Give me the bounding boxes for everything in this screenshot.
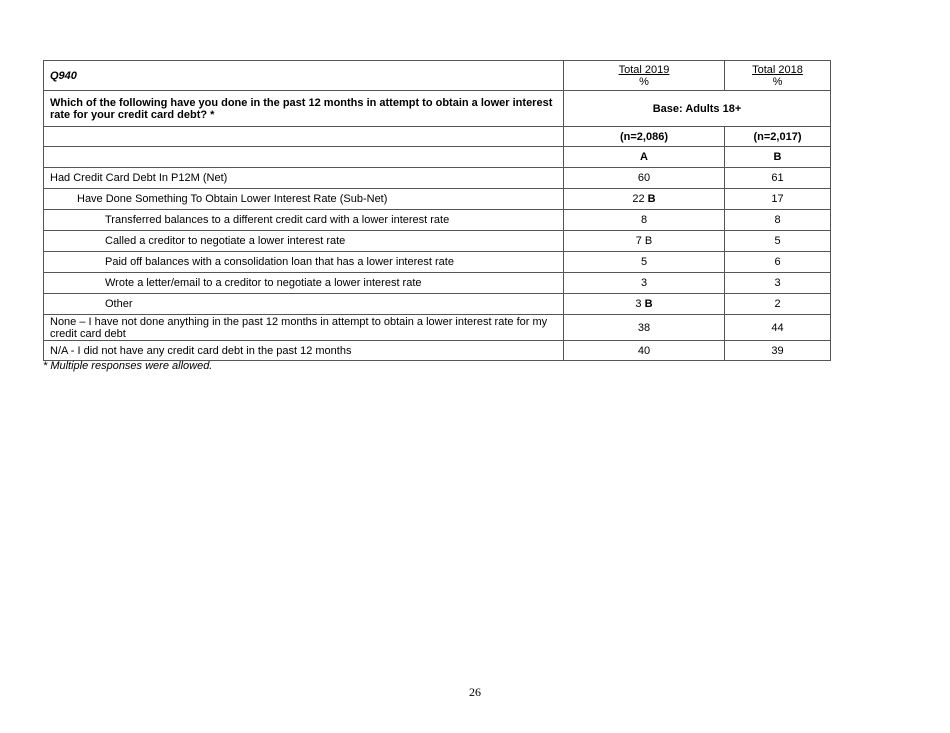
column-header-2019 <box>564 61 725 91</box>
row-label: Had Credit Card Debt In P12M (Net) <box>44 168 564 189</box>
row-label: Other <box>44 294 564 315</box>
value-2018: 6 <box>725 252 831 273</box>
row-label: Paid off balances with a consolidation loan that has a lower interest rate <box>44 252 564 273</box>
value-2018: 44 <box>725 315 831 341</box>
value-2018: 5 <box>725 231 831 252</box>
value-2019: 8 <box>564 210 725 231</box>
significance-letter: B <box>644 298 653 310</box>
base-label: Base: Adults 18+ <box>564 91 831 127</box>
table-row <box>44 231 831 252</box>
row-label: None – I have not done anything in the past 12 months in attempt to obtain a lower interest rate for my credit card debt <box>44 315 564 341</box>
column-unit-2018: % <box>772 75 783 88</box>
results-table <box>43 60 831 361</box>
sample-size-2019: (n=2,086) <box>564 127 725 147</box>
value-2018: 3 <box>725 273 831 294</box>
value-2019: 38 <box>564 315 725 341</box>
footnote: * Multiple responses were allowed. <box>43 360 213 372</box>
header-row <box>44 61 831 91</box>
table-row <box>44 168 831 189</box>
row-label: N/A - I did not have any credit card debt in the past 12 months <box>44 341 564 361</box>
value-2019: 3 B <box>564 294 725 315</box>
table-row <box>44 273 831 294</box>
significance-letter: B <box>647 193 656 205</box>
row-label: Wrote a letter/email to a creditor to negotiate a lower interest rate <box>44 273 564 294</box>
question-id: Q940 <box>44 61 564 91</box>
value-2019: 22 B <box>564 189 725 210</box>
table-row <box>44 315 831 341</box>
table-row <box>44 210 831 231</box>
value-2018: 39 <box>725 341 831 361</box>
column-title-2018: Total 2018 <box>752 63 803 76</box>
sample-size-row <box>44 127 831 147</box>
value-2018: 61 <box>725 168 831 189</box>
row-label: Called a creditor to negotiate a lower interest rate <box>44 231 564 252</box>
table-row <box>44 189 831 210</box>
table-row <box>44 341 831 361</box>
column-letter-row <box>44 147 831 168</box>
page-number: 26 <box>469 685 481 699</box>
value-2019: 60 <box>564 168 725 189</box>
question-row <box>44 91 831 127</box>
row-label: Transferred balances to a different credit card with a lower interest rate <box>44 210 564 231</box>
value-2018: 2 <box>725 294 831 315</box>
table-row <box>44 294 831 315</box>
value-2019: 40 <box>564 341 725 361</box>
table-row <box>44 252 831 273</box>
column-title-2019: Total 2019 <box>618 63 670 76</box>
column-unit-2019: % <box>639 75 649 88</box>
value-2018: 8 <box>725 210 831 231</box>
value-2018: 17 <box>725 189 831 210</box>
value-2019: 5 <box>564 252 725 273</box>
row-label: Have Done Something To Obtain Lower Interest Rate (Sub-Net) <box>44 189 564 210</box>
value-2019: 3 <box>564 273 725 294</box>
sample-size-2018: (n=2,017) <box>725 127 831 147</box>
value-2019: 7 B <box>564 231 725 252</box>
column-letter-2018: B <box>725 147 831 168</box>
question-text: Which of the following have you done in the past 12 months in attempt to obtain a lower interest rate for your credit card debt? * <box>44 91 564 127</box>
column-header-2018 <box>725 61 831 91</box>
column-letter-2019: A <box>564 147 725 168</box>
